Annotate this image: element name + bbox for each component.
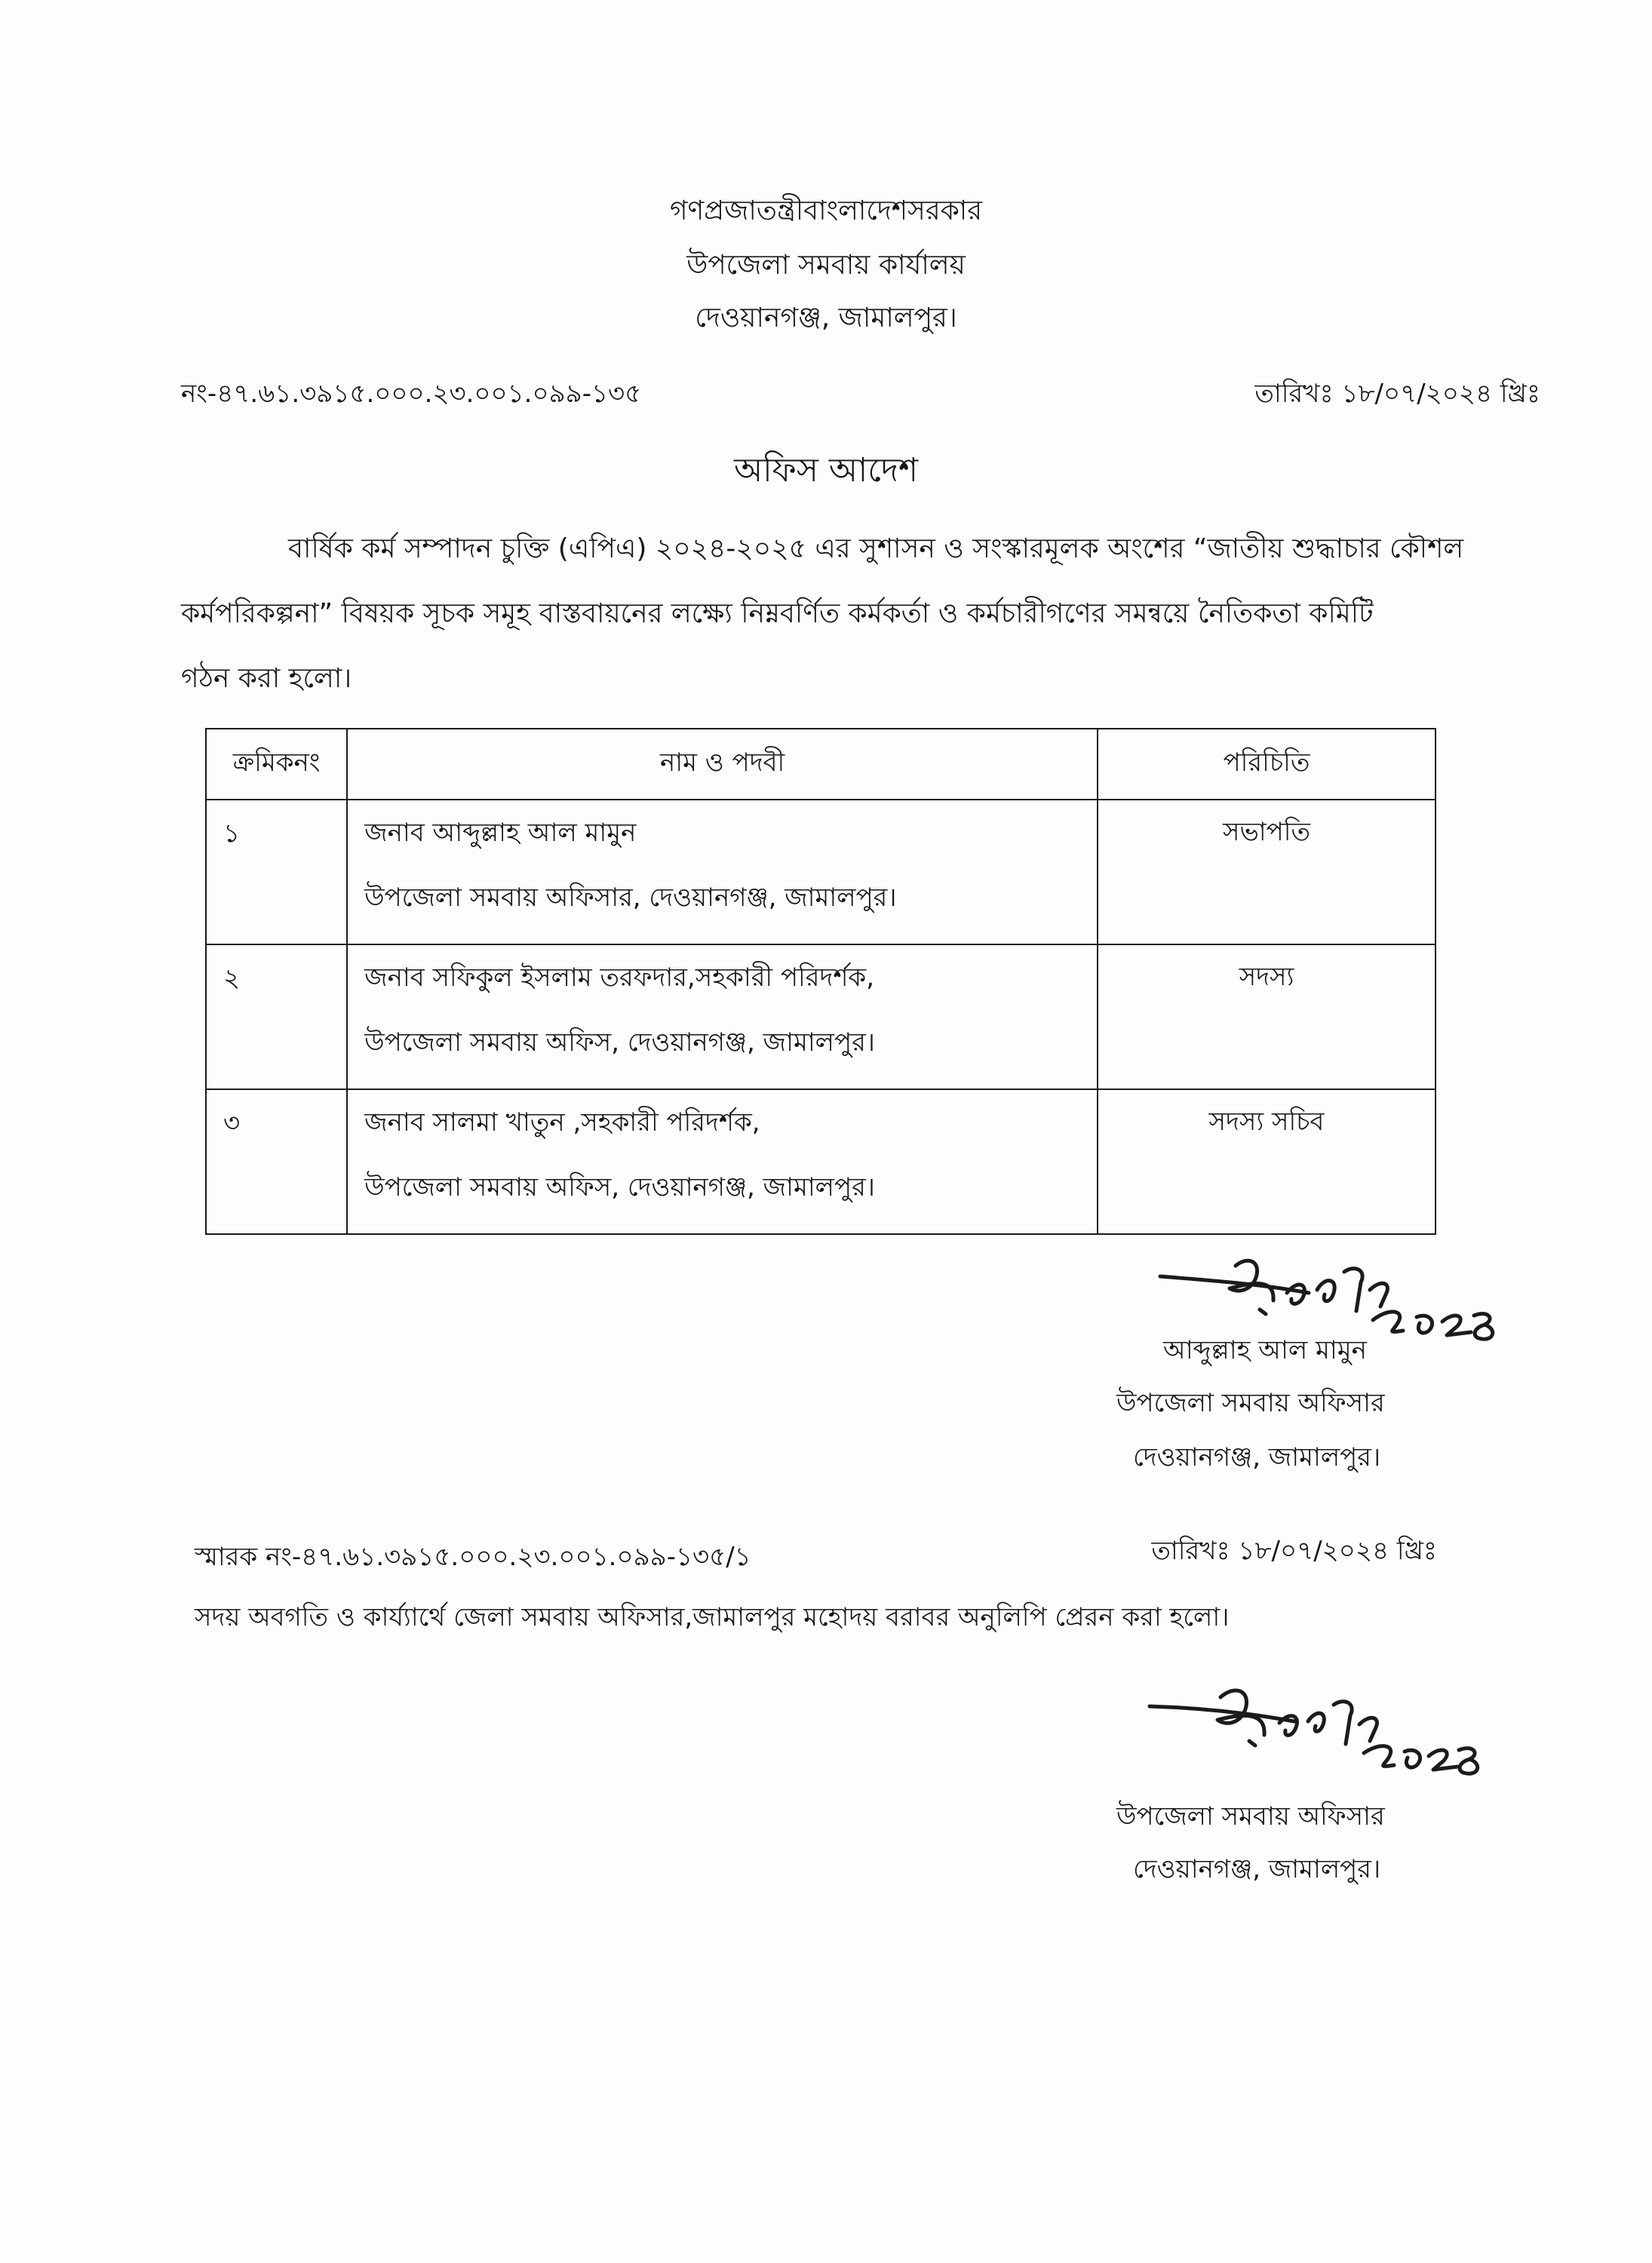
row-serial: ১ — [206, 800, 347, 944]
page-title: অফিস আদেশ — [733, 451, 919, 490]
header-role: পরিচিতি — [1098, 729, 1436, 800]
header-location: দেওয়ানগঞ্জ, জামালপুর। — [695, 302, 957, 333]
body-line-3: গঠন করা হলো। — [181, 663, 352, 694]
table-row — [206, 1089, 1436, 1234]
member-name: জনাব আব্দুল্লাহ আল মামুন — [364, 818, 637, 848]
member-designation: উপজেলা সমবায় অফিস, দেওয়ানগঞ্জ, জামালপুর। — [364, 1027, 875, 1058]
signatory-1-name: আব্দুল্লাহ আল মামুন — [1163, 1335, 1367, 1365]
table-header-row — [206, 729, 1436, 800]
member-designation: উপজেলা সমবায় অফিসার, দেওয়ানগঞ্জ, জামালপুর। — [364, 883, 897, 913]
row-name-cell — [347, 800, 1098, 944]
copy-memo-text: সদয় অবগতি ও কার্য্যার্থে জেলা সমবায় অফিসার,জামালপুর মহোদয় বরাবর অনুলিপি প্রেরন করা হলো। — [195, 1602, 1230, 1632]
row-role: সভাপতি — [1098, 800, 1436, 944]
signatory-1-designation: উপজেলা সমবায় অফিসার — [1116, 1388, 1385, 1418]
copy-memo-number: স্মারক নং-৪৭.৬১.৩৯১৫.০০০.২৩.০০১.০৯৯-১৩৫/১ — [195, 1542, 751, 1572]
row-name-cell — [347, 944, 1098, 1089]
row-role: সদস্য সচিব — [1098, 1089, 1436, 1234]
body-line-1: বার্ষিক কর্ম সম্পাদন চুক্তি (এপিএ) ২০২৪-২০২৫ এর সুশাসন ও সংস্কারমূলক অংশের “জাতীয় শুদ্ধাচার কৌশল — [288, 533, 1464, 564]
copy-memo-date: তারিখঃ ১৮/০৭/২০২৪ খ্রিঃ — [1151, 1536, 1437, 1566]
body-line-2: কর্মপরিকল্পনা” বিষয়ক সূচক সমূহ বাস্তবায়নের লক্ষ্যে নিম্নবর্ণিত কর্মকর্তা ও কর্মচারীগণের সমন্বয়ে নৈতিকতা কমিটি — [181, 598, 1374, 629]
row-role: সদস্য — [1098, 944, 1436, 1089]
row-name-cell — [347, 1089, 1098, 1234]
header-office: উপজেলা সমবায় কার্যালয় — [686, 250, 966, 281]
header-government: গণপ্রজাতন্ত্রীবাংলাদেশসরকার — [669, 195, 983, 226]
member-designation: উপজেলা সমবায় অফিস, দেওয়ানগঞ্জ, জামালপুর। — [364, 1172, 875, 1202]
signature-2-image — [1147, 1675, 1486, 1795]
row-serial: ২ — [206, 944, 347, 1089]
memo-date: তারিখঃ ১৮/০৭/২০২৪ খ্রিঃ — [1254, 379, 1540, 409]
member-name: জনাব সালমা খাতুন ,সহকারী পরিদর্শক, — [364, 1107, 760, 1138]
committee-table — [205, 728, 1436, 1235]
row-serial: ৩ — [206, 1089, 347, 1234]
member-name: জনাব সফিকুল ইসলাম তরফদার,সহকারী পরিদর্শক, — [364, 963, 875, 993]
memo-number: নং-৪৭.৬১.৩৯১৫.০০০.২৩.০০১.০৯৯-১৩৫ — [181, 379, 642, 409]
table-row — [206, 800, 1436, 944]
table-row — [206, 944, 1436, 1089]
signatory-1-location: দেওয়ানগঞ্জ, জামালপুর। — [1133, 1442, 1381, 1472]
header-serial: ক্রমিকনং — [206, 729, 347, 800]
header-name-designation: নাম ও পদবী — [347, 729, 1098, 800]
signatory-2-location: দেওয়ানগঞ্জ, জামালপুর। — [1133, 1854, 1381, 1884]
signatory-2-designation: উপজেলা সমবায় অফিসার — [1116, 1801, 1385, 1832]
